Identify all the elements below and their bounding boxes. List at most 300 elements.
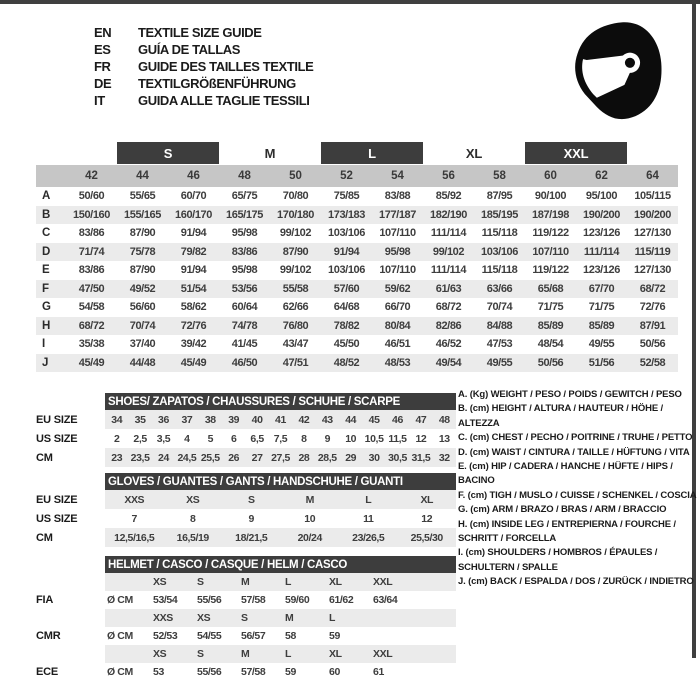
value-cell: 72/76 xyxy=(180,319,207,332)
value-cell: 60/70 xyxy=(180,190,207,203)
textile-row-f xyxy=(36,280,678,299)
value-cell: 91/94 xyxy=(333,245,360,258)
value-cell: 91/94 xyxy=(180,227,207,240)
value-cell: 20/24 xyxy=(297,531,322,544)
language-row xyxy=(94,24,313,41)
helmet-size-label: L xyxy=(329,612,336,624)
value-cell: 10 xyxy=(345,432,357,445)
value-cell: 119/122 xyxy=(532,227,569,240)
value-cell: 58/62 xyxy=(180,301,207,314)
diameter-unit-label: Ø CM xyxy=(107,594,133,606)
language-row xyxy=(94,92,313,109)
helmet-size-values xyxy=(105,573,456,591)
row-label: US SIZE xyxy=(36,512,78,525)
value-cell: 71/74 xyxy=(78,245,105,258)
value-cell: 127/130 xyxy=(634,264,671,277)
value-cell: M xyxy=(305,493,314,506)
value-cell: 66/70 xyxy=(384,301,411,314)
value-cell: 56/57 xyxy=(241,630,266,642)
textile-row-j xyxy=(36,354,678,373)
gloves-header-band xyxy=(105,473,456,490)
helmet-values xyxy=(105,627,456,645)
value-cell: 95/100 xyxy=(585,190,618,203)
language-title: GUÍA DE TALLAS xyxy=(138,42,241,57)
value-cell: 5 xyxy=(207,432,214,445)
value-cell: 28 xyxy=(298,451,310,464)
value-cell: 2,5 xyxy=(133,432,147,445)
row-label: CM xyxy=(36,531,53,544)
legend-item: D. (cm) WAIST / CINTURA / TAILLE / HÜFTUNG / VITA xyxy=(458,446,690,458)
value-cell: 74/78 xyxy=(231,319,258,332)
value-cell: 49/52 xyxy=(129,282,156,295)
value-cell: 99/102 xyxy=(432,245,465,258)
value-cell: 62/66 xyxy=(282,301,309,314)
helmet-size-label: S xyxy=(197,648,204,660)
gloves-row xyxy=(36,528,456,547)
value-cell: 51/56 xyxy=(588,356,615,369)
textile-row-a xyxy=(36,187,678,206)
value-cell: 31,5 xyxy=(411,451,431,464)
row-letter: E xyxy=(42,264,50,277)
value-cell: 35 xyxy=(134,413,146,426)
value-cell: 55/58 xyxy=(282,282,309,295)
value-cell: 29 xyxy=(345,451,357,464)
value-cell: 46/51 xyxy=(384,338,411,351)
helmet-icon xyxy=(572,20,664,124)
value-cell: 57/58 xyxy=(241,594,266,606)
legend-item: J. (cm) BACK / ESPALDA / DOS / ZURÜCK / INDIETRO xyxy=(458,576,694,588)
value-cell: 44/48 xyxy=(129,356,156,369)
value-cell: 70/74 xyxy=(486,301,513,314)
value-cell: 47/51 xyxy=(282,356,309,369)
legend-item: E. (cm) HIP / CADERA / HANCHE / HÜFTE / HIPS / BACINO xyxy=(458,461,673,487)
value-cell: 11 xyxy=(363,512,374,525)
value-cell: 187/198 xyxy=(532,208,569,221)
value-cell: 190/200 xyxy=(583,208,620,221)
value-cell: 177/187 xyxy=(379,208,416,221)
row-letter: H xyxy=(42,319,51,332)
value-cell: 6,5 xyxy=(250,432,264,445)
value-cell: 111/114 xyxy=(430,227,467,240)
helmet-size-label: L xyxy=(285,648,292,660)
value-cell: 87/90 xyxy=(129,264,156,277)
value-cell: 67/70 xyxy=(588,282,615,295)
value-cell: 127/130 xyxy=(634,227,671,240)
value-cell: 12 xyxy=(415,432,427,445)
value-cell: 46/52 xyxy=(435,338,462,351)
value-cell: 7,5 xyxy=(273,432,288,445)
helmet-size-label: L xyxy=(285,576,292,588)
value-cell: 30 xyxy=(368,451,380,464)
value-cell: 43/47 xyxy=(282,338,309,351)
value-cell: 99/102 xyxy=(279,227,312,240)
row-values xyxy=(105,429,456,448)
value-cell: 35/38 xyxy=(78,338,105,351)
language-title: TEXTILGRÖßENFÜHRUNG xyxy=(138,76,296,91)
value-cell: 23 xyxy=(111,451,123,464)
value-cell: 43 xyxy=(321,413,333,426)
value-cell: 56/60 xyxy=(129,301,156,314)
language-row xyxy=(94,41,313,58)
value-cell: 83/86 xyxy=(78,227,105,240)
value-cell: 63/66 xyxy=(486,282,513,295)
value-cell: 170/180 xyxy=(277,208,314,221)
diameter-unit-label: Ø CM xyxy=(107,666,133,678)
value-cell: 55/65 xyxy=(129,190,156,203)
value-cell: 115/118 xyxy=(481,264,518,277)
value-cell: 25,5/30 xyxy=(410,531,443,544)
value-cell: 55/56 xyxy=(197,666,222,678)
row-letter: J xyxy=(42,356,49,369)
value-cell: 18/21,5 xyxy=(235,531,268,544)
value-cell: 23,5 xyxy=(130,451,150,464)
value-cell: 55/56 xyxy=(197,594,222,606)
value-cell: 80/84 xyxy=(384,319,411,332)
language-title: TEXTILE SIZE GUIDE xyxy=(138,25,262,40)
value-cell: 85/92 xyxy=(435,190,462,203)
value-cell: 47 xyxy=(415,413,427,426)
value-cell: 103/106 xyxy=(481,245,518,258)
value-cell: 12 xyxy=(421,512,433,525)
value-cell: 48 xyxy=(438,413,450,426)
value-cell: 4 xyxy=(184,432,190,445)
value-cell: 68/72 xyxy=(639,282,666,295)
value-cell: 76/80 xyxy=(282,319,309,332)
row-values xyxy=(105,490,456,509)
value-cell: 6 xyxy=(230,432,237,445)
size-label: 62 xyxy=(595,170,608,182)
size-group-l: L xyxy=(321,142,423,164)
value-cell: 155/165 xyxy=(124,208,161,221)
value-cell: 87/95 xyxy=(486,190,513,203)
value-cell: 70/74 xyxy=(129,319,156,332)
row-letter: B xyxy=(42,208,51,221)
language-title-list xyxy=(94,24,313,109)
helmet-values xyxy=(105,663,456,681)
value-cell: 24 xyxy=(158,451,169,464)
textile-group-row xyxy=(36,142,678,164)
measurement-legend xyxy=(458,388,698,590)
diameter-unit-label: Ø CM xyxy=(107,630,133,642)
value-cell: 95/98 xyxy=(231,264,258,277)
language-code: DE xyxy=(94,76,112,91)
value-cell: 27,5 xyxy=(271,451,290,464)
value-cell: 50/56 xyxy=(537,356,564,369)
value-cell: 59/62 xyxy=(384,282,411,295)
value-cell: 72/76 xyxy=(639,301,666,314)
value-cell: 182/190 xyxy=(430,208,467,221)
size-label: 52 xyxy=(340,170,353,182)
helmet-size-label: S xyxy=(197,576,204,588)
helmet-values xyxy=(105,591,456,609)
value-cell: 26 xyxy=(228,451,240,464)
value-cell: 9 xyxy=(248,512,254,525)
value-cell: 39 xyxy=(228,413,240,426)
value-cell: 9 xyxy=(324,432,331,445)
row-values xyxy=(105,509,456,528)
value-cell: 75/78 xyxy=(129,245,156,258)
value-cell: 47/53 xyxy=(486,338,513,351)
value-cell: 83/86 xyxy=(78,264,105,277)
value-cell: 45 xyxy=(368,413,380,426)
value-cell: 59 xyxy=(329,630,340,642)
helmet-standard-label: CMR xyxy=(36,630,61,642)
value-cell: 32 xyxy=(438,451,450,464)
value-cell: 54/55 xyxy=(197,630,222,642)
helmet-size-label: M xyxy=(241,648,250,660)
value-cell: 87/91 xyxy=(639,319,666,332)
value-cell: 50/60 xyxy=(78,190,105,203)
size-label: 48 xyxy=(238,170,251,182)
legend-item: C. (cm) CHEST / PECHO / POITRINE / TRUHE / PETTO xyxy=(458,432,693,444)
size-label: 44 xyxy=(136,170,149,182)
value-cell: 87/90 xyxy=(129,227,156,240)
value-cell: 23/26,5 xyxy=(352,531,385,544)
helmet-size-row xyxy=(36,609,456,627)
value-cell: 115/118 xyxy=(481,227,518,240)
value-cell: 123/126 xyxy=(583,227,620,240)
value-cell: L xyxy=(365,493,372,506)
textile-size-row xyxy=(36,165,678,187)
value-cell: 111/114 xyxy=(430,264,467,277)
helmet-title: HELMET / CASCO / CASQUE / HELM / CASCO xyxy=(108,558,348,571)
value-cell: 57/60 xyxy=(333,282,360,295)
helmet-size-label: XXS xyxy=(153,612,173,624)
value-cell: 185/195 xyxy=(481,208,518,221)
helmet-size-label: XL xyxy=(329,576,342,588)
value-cell: 90/100 xyxy=(534,190,567,203)
value-cell: 40 xyxy=(251,413,263,426)
value-cell: 46 xyxy=(392,413,403,426)
value-cell: 48/54 xyxy=(537,338,564,351)
value-cell: 12,5/16,5 xyxy=(114,531,155,544)
helmet-data-row xyxy=(36,627,456,645)
value-cell: 68/72 xyxy=(435,301,462,314)
legend-item: I. (cm) SHOULDERS / HOMBROS / ÉPAULES / SCHULTERN / SPALLE xyxy=(458,547,658,573)
value-cell: 38 xyxy=(204,413,216,426)
value-cell: 95/98 xyxy=(231,227,258,240)
row-label: US SIZE xyxy=(36,432,78,445)
value-cell: 103/106 xyxy=(328,264,365,277)
value-cell: 115/119 xyxy=(634,245,671,258)
value-cell: 103/106 xyxy=(328,227,365,240)
value-cell: 61/62 xyxy=(329,594,354,606)
value-cell: 107/110 xyxy=(379,227,416,240)
value-cell: 58 xyxy=(285,630,296,642)
size-label: 58 xyxy=(493,170,506,182)
value-cell: 70/80 xyxy=(282,190,309,203)
row-letter: I xyxy=(42,338,46,351)
value-cell: 119/122 xyxy=(532,264,569,277)
value-cell: 41/45 xyxy=(231,338,258,351)
value-cell: 71/75 xyxy=(588,301,615,314)
legend-item: B. (cm) HEIGHT / ALTURA / HAUTEUR / HÖHE / ALTEZZA xyxy=(458,403,663,429)
value-cell: 60 xyxy=(329,666,340,678)
size-group-m: M xyxy=(264,145,276,161)
value-cell: 63/64 xyxy=(373,594,398,606)
value-cell: 27 xyxy=(251,451,263,464)
value-cell: 25,5 xyxy=(200,451,220,464)
value-cell: 123/126 xyxy=(583,264,620,277)
value-cell: 85/89 xyxy=(588,319,615,332)
textile-row-b xyxy=(36,206,678,225)
language-code: EN xyxy=(94,25,112,40)
value-cell: 10 xyxy=(304,512,316,525)
value-cell: 45/49 xyxy=(180,356,207,369)
language-row xyxy=(94,75,313,92)
shoes-header-band xyxy=(105,393,456,410)
value-cell: 45/50 xyxy=(333,338,360,351)
value-cell: 13 xyxy=(438,432,450,445)
value-cell: 11,5 xyxy=(388,432,407,445)
language-code: ES xyxy=(94,42,111,57)
helmet-size-values xyxy=(105,645,456,663)
value-cell: 51/54 xyxy=(180,282,207,295)
helmet-size-label: XS xyxy=(197,612,211,624)
helmet-size-row xyxy=(36,645,456,663)
legend-item: F. (cm) TIGH / MUSLO / CUISSE / SCHENKEL / COSCIA xyxy=(458,489,697,501)
value-cell: 160/170 xyxy=(175,208,212,221)
helmet-standard-label: ECE xyxy=(36,666,59,678)
value-cell: 2 xyxy=(113,432,120,445)
value-cell: 37/40 xyxy=(129,338,156,351)
row-letter: A xyxy=(42,190,51,203)
language-title: GUIDE DES TAILLES TEXTILE xyxy=(138,59,314,74)
shoes-section xyxy=(36,393,456,467)
helmet-size-label: M xyxy=(241,576,250,588)
helmet-standard-label: FIA xyxy=(36,594,54,606)
value-cell: 83/88 xyxy=(384,190,411,203)
gloves-row xyxy=(36,490,456,509)
value-cell: 42 xyxy=(298,413,310,426)
helmet-size-label: XL xyxy=(329,648,342,660)
language-code: IT xyxy=(94,93,105,108)
language-title: GUIDA ALLE TAGLIE TESSILI xyxy=(138,93,310,108)
value-cell: 60/64 xyxy=(231,301,258,314)
size-label: 42 xyxy=(85,170,98,182)
size-group-s: S xyxy=(117,142,219,164)
value-cell: 45/49 xyxy=(78,356,105,369)
language-row xyxy=(94,58,313,75)
value-cell: 65/68 xyxy=(537,282,564,295)
shoes-row xyxy=(36,410,456,429)
size-group-xl: XL xyxy=(465,145,483,161)
helmet-size-label: M xyxy=(285,612,294,624)
shoes-row xyxy=(36,448,456,467)
row-label: EU SIZE xyxy=(36,413,78,426)
row-label: EU SIZE xyxy=(36,493,78,506)
value-cell: 84/88 xyxy=(486,319,513,332)
size-label: 56 xyxy=(442,170,455,182)
value-cell: 173/183 xyxy=(328,208,365,221)
value-cell: 57/58 xyxy=(241,666,266,678)
textile-row-i xyxy=(36,335,678,354)
textile-row-g xyxy=(36,298,678,317)
value-cell: 46/50 xyxy=(231,356,258,369)
helmet-section xyxy=(36,556,456,681)
shoes-title: SHOES/ ZAPATOS / CHAUSSURES / SCHUHE / SCARPE xyxy=(108,395,400,408)
value-cell: 59 xyxy=(285,666,296,678)
value-cell: 71/75 xyxy=(537,301,564,314)
value-cell: 53/56 xyxy=(231,282,258,295)
row-values xyxy=(105,410,456,429)
value-cell: 52/58 xyxy=(639,356,666,369)
row-values xyxy=(105,528,456,547)
row-letter: G xyxy=(42,301,51,314)
row-values xyxy=(105,448,456,467)
value-cell: 49/54 xyxy=(435,356,462,369)
value-cell: 53 xyxy=(153,666,164,678)
value-cell: 39/42 xyxy=(180,338,207,351)
value-cell: 87/90 xyxy=(282,245,309,258)
value-cell: XXS xyxy=(124,493,145,506)
textile-row-c xyxy=(36,224,678,243)
value-cell: 61 xyxy=(373,666,384,678)
size-label: 54 xyxy=(391,170,404,182)
value-cell: 8 xyxy=(190,512,196,525)
value-cell: 95/98 xyxy=(384,245,411,258)
value-cell: 48/53 xyxy=(384,356,411,369)
size-label: 46 xyxy=(187,170,200,182)
value-cell: 30,5 xyxy=(388,451,407,464)
value-cell: 48/52 xyxy=(333,356,360,369)
helmet-size-values xyxy=(105,609,456,627)
value-cell: 75/85 xyxy=(333,190,360,203)
value-cell: 41 xyxy=(275,413,286,426)
helmet-data-row xyxy=(36,663,456,681)
value-cell: 64/68 xyxy=(333,301,360,314)
value-cell: 50/56 xyxy=(639,338,666,351)
value-cell: 37 xyxy=(181,413,193,426)
value-cell: 36 xyxy=(158,413,169,426)
value-cell: 16,5/19 xyxy=(176,531,209,544)
value-cell: 24,5 xyxy=(177,451,197,464)
value-cell: 150/160 xyxy=(73,208,110,221)
value-cell: 107/110 xyxy=(379,264,416,277)
value-cell: 91/94 xyxy=(180,264,207,277)
gloves-row xyxy=(36,509,456,528)
helmet-header-band xyxy=(105,556,456,573)
value-cell: 47/50 xyxy=(78,282,105,295)
size-label: 64 xyxy=(646,170,659,182)
value-cell: 79/82 xyxy=(180,245,207,258)
size-label: 50 xyxy=(289,170,302,182)
language-code: FR xyxy=(94,59,111,74)
textile-row-e xyxy=(36,261,678,280)
shoes-row xyxy=(36,429,456,448)
row-label: CM xyxy=(36,451,53,464)
value-cell: 54/58 xyxy=(78,301,105,314)
value-cell: 165/175 xyxy=(226,208,263,221)
legend-item: G. (cm) ARM / BRAZO / BRAS / ARM / BRACCIO xyxy=(458,504,667,516)
value-cell: 7 xyxy=(131,512,137,525)
textile-size-table xyxy=(36,142,678,372)
value-cell: 99/102 xyxy=(279,264,312,277)
value-cell: 82/86 xyxy=(435,319,462,332)
value-cell: 61/63 xyxy=(435,282,462,295)
helmet-size-label: XXL xyxy=(373,576,393,588)
value-cell: 49/55 xyxy=(486,356,513,369)
value-cell: 10,5 xyxy=(364,432,384,445)
value-cell: 49/55 xyxy=(588,338,615,351)
helmet-size-label: XS xyxy=(153,576,167,588)
size-label: 60 xyxy=(544,170,557,182)
top-border-line xyxy=(0,0,700,4)
legend-item: H. (cm) INSIDE LEG / ENTREPIERNA / FOURCHE / SCHRITT / FORCELLA xyxy=(458,518,676,545)
gloves-title: GLOVES / GUANTES / GANTS / HANDSCHUHE / GUANTI xyxy=(108,475,403,488)
value-cell: 105/115 xyxy=(634,190,671,203)
helmet-size-label: S xyxy=(241,612,248,624)
